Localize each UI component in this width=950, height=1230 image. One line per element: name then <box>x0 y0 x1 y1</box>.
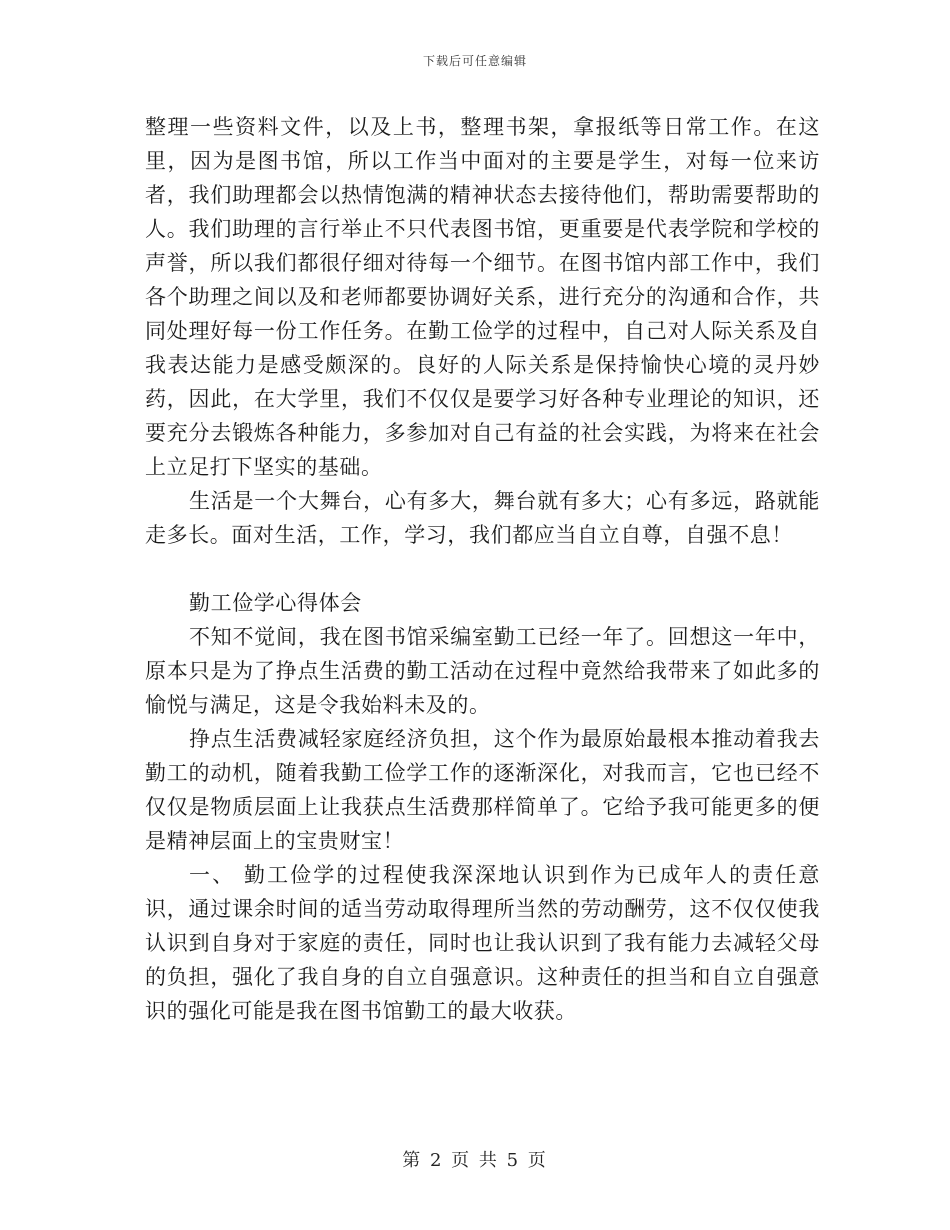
blank-line <box>145 552 820 586</box>
paragraph-responsibility: 一、 勤工俭学的过程使我深深地认识到作为已成年人的责任意识，通过课余时间的适当劳动取得理所当然的劳动酬劳，这不仅仅使我认识到自身对于家庭的责任，同时也让我认识到了我有能力去减轻父母的负担，强化了我自身的自立自强意识。这种责任的担当和自立自强意识的强化可能是我在图书馆勤工的最大收获。 <box>145 863 820 1023</box>
paragraph-life-stage: 生活是一个大舞台，心有多大，舞台就有多大；心有多远，路就能走多长。面对生活，工作，学习，我们都应当自立自尊，自强不息！ <box>145 489 820 547</box>
paragraph-one-year: 不知不觉间，我在图书馆采编室勤工已经一年了。回想这一年中，原本只是为了挣点生活费的勤工活动在过程中竟然给我带来了如此多的愉悦与满足，这是令我始料未及的。 <box>145 625 820 717</box>
paragraph-library-work: 整理一些资料文件，以及上书，整理书架，拿报纸等日常工作。在这里，因为是图书馆，所以工作当中面对的主要是学生，对每一位来访者，我们助理都会以热情饱满的精神状态去接待他们，帮助需要帮助的人。我们助理的言行举止不只代表图书馆，更重要是代表学院和学校的声誉，所以我们都很仔细对待每一个细节。在图书馆内部工作中，我们各个助理之间以及和老师都要协调好关系，进行充分的沟通和合作，共同处理好每一份工作任务。在勤工俭学的过程中，自己对人际关系及自我表达能力是感受颇深的。良好的人际关系是保持愉快心境的灵丹妙药，因此，在大学里，我们不仅仅是要学习好各种专业理论的知识，还要充分去锻炼各种能力，多参加对自己有益的社会实践，为将来在社会上立足打下坚实的基础。 <box>145 115 820 479</box>
section-title: 勤工俭学心得体会 <box>189 591 362 615</box>
document-body <box>145 110 820 1028</box>
page-number: 第 2 页 共 5 页 <box>402 1150 548 1171</box>
page-header-note: 下载后可任意编辑 <box>422 54 527 68</box>
paragraph-living-expenses: 挣点生活费减轻家庭经济负担，这个作为最原始最根本推动着我去勤工的动机，随着我勤工俭学工作的逐渐深化，对我而言，它也已经不仅仅是物质层面上让我获点生活费那样简单了。它给予我可能更多的便是精神层面上的宝贵财宝！ <box>145 727 820 853</box>
